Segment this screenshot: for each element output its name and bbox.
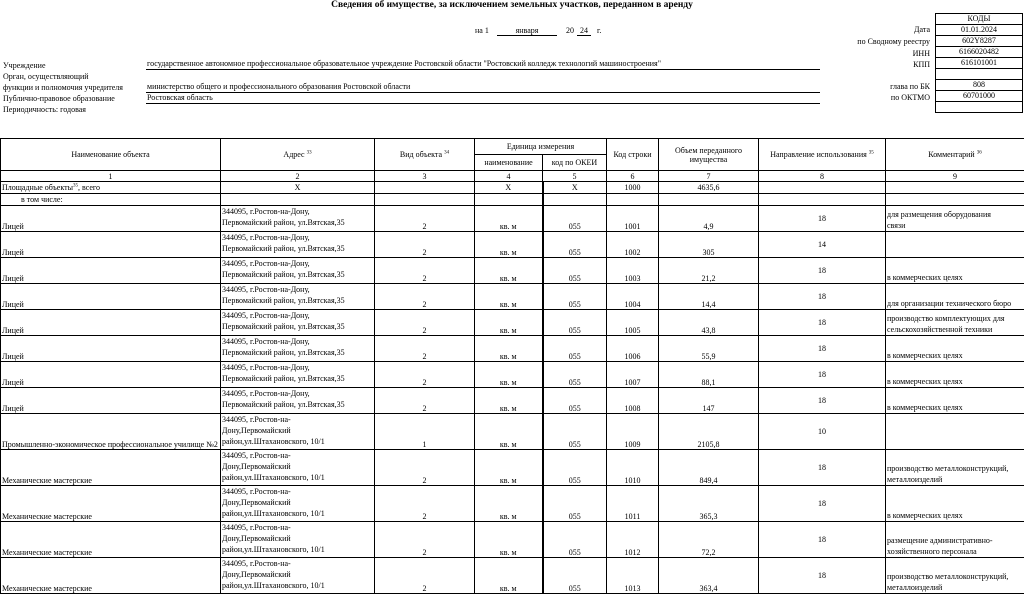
cell-direction: 18 xyxy=(759,486,886,522)
cell-unit: кв. м xyxy=(475,522,543,558)
comment-line: производство комплектующих для xyxy=(887,314,1005,323)
cell-name: Лицей xyxy=(1,232,221,258)
cell-address xyxy=(221,522,375,558)
address-line: 344095, г.Ростов-на- xyxy=(222,415,291,424)
col-num: 9 xyxy=(886,171,1024,182)
col-kind-sup: 34 xyxy=(444,150,450,156)
label-date: Дата xyxy=(914,25,930,34)
cell-comment xyxy=(886,232,1024,258)
cell-address xyxy=(221,336,375,362)
cell-address xyxy=(221,310,375,336)
label-ppo: Публично-правовое образование xyxy=(3,94,115,103)
address-line: 344095, г.Ростов-на- xyxy=(222,523,291,532)
cell-name: Лицей xyxy=(1,258,221,284)
col-direction-label: Направление использования xyxy=(770,150,867,159)
address-line: 344095, г.Ростов-на-Дону, xyxy=(222,311,310,320)
cell-direction: 18 xyxy=(759,284,886,310)
cell-code: 1007 xyxy=(607,362,659,388)
cell-unit: кв. м xyxy=(475,310,543,336)
cell-okei: 055 xyxy=(543,232,607,258)
date-year: 24 xyxy=(577,26,591,36)
total-row xyxy=(1,182,1024,194)
cell-okei: 055 xyxy=(543,388,607,414)
cell-okei: 055 xyxy=(543,206,607,232)
cell-kind: 1 xyxy=(375,414,475,450)
address-line: 344095, г.Ростов-на-Дону, xyxy=(222,389,310,398)
comment-line: размещение административно- xyxy=(887,536,993,545)
cell-volume: 4,9 xyxy=(659,206,759,232)
codes-header: КОДЫ xyxy=(967,14,991,23)
cell-name: Механические мастерские xyxy=(1,450,221,486)
cell-volume: 43,8 xyxy=(659,310,759,336)
address-line: 344095, г.Ростов-на-Дону, xyxy=(222,285,310,294)
total-sup: 35 xyxy=(72,183,78,189)
col-address-sup: 33 xyxy=(306,150,312,156)
cell-direction: 18 xyxy=(759,206,886,232)
col-num: 5 xyxy=(543,171,607,182)
col-num: 4 xyxy=(475,171,543,182)
address-line: Первомайский район, ул.Вятская,35 xyxy=(222,374,345,383)
address-line: Дону,Первомайский xyxy=(222,462,291,471)
cell-code: 1005 xyxy=(607,310,659,336)
cell-code: 1010 xyxy=(607,450,659,486)
cell-direction: 18 xyxy=(759,258,886,284)
col-row-code: Код строки xyxy=(607,139,659,171)
table-row xyxy=(1,450,1024,486)
cell-name: Лицей xyxy=(1,362,221,388)
cell-address xyxy=(221,206,375,232)
label-organ-2: функции и полномочия учредителя xyxy=(3,83,123,92)
cell-comment xyxy=(886,522,1024,558)
table-row xyxy=(1,388,1024,414)
cell-unit: кв. м xyxy=(475,284,543,310)
cell-name: Лицей xyxy=(1,336,221,362)
address-line: район,ул.Штахановского, 10/1 xyxy=(222,581,325,590)
comment-line: для размещения оборудования xyxy=(887,210,991,219)
col-direction xyxy=(759,139,886,171)
cell-kind: 2 xyxy=(375,486,475,522)
cell-kind: 2 xyxy=(375,522,475,558)
cell-unit: кв. м xyxy=(475,450,543,486)
col-unit-code: код по ОКЕИ xyxy=(543,155,607,171)
total-okei: X xyxy=(543,182,607,194)
cell-code: 1009 xyxy=(607,414,659,450)
col-address-label: Адрес xyxy=(283,150,305,159)
rows-body xyxy=(1,206,1024,594)
code-date: 01.01.2024 xyxy=(936,24,1022,35)
cell-code: 1011 xyxy=(607,486,659,522)
address-line: Дону,Первомайский xyxy=(222,570,291,579)
date-suffix: г. xyxy=(597,26,602,35)
cell-comment xyxy=(886,388,1024,414)
cell-address xyxy=(221,388,375,414)
table-row xyxy=(1,414,1024,450)
comment-line: в коммерческих целях xyxy=(887,377,963,386)
cell-comment xyxy=(886,362,1024,388)
cell-volume: 72,2 xyxy=(659,522,759,558)
cell-kind: 2 xyxy=(375,558,475,594)
cell-volume: 363,4 xyxy=(659,558,759,594)
cell-unit: кв. м xyxy=(475,558,543,594)
address-line: Первомайский район, ул.Вятская,35 xyxy=(222,270,345,279)
cell-volume: 88,1 xyxy=(659,362,759,388)
comment-line: металлоизделий xyxy=(887,583,943,592)
cell-code: 1006 xyxy=(607,336,659,362)
col-num: 8 xyxy=(759,171,886,182)
cell-direction: 18 xyxy=(759,310,886,336)
label-oktmo: по ОКТМО xyxy=(890,93,930,102)
col-kind-label: Вид объекта xyxy=(399,150,443,159)
cell-okei: 055 xyxy=(543,310,607,336)
total-name-label: Площадные объекты xyxy=(2,183,73,192)
cell-kind: 2 xyxy=(375,388,475,414)
cell-kind: 2 xyxy=(375,450,475,486)
cell-volume: 55,9 xyxy=(659,336,759,362)
table-row xyxy=(1,310,1024,336)
table-row xyxy=(1,486,1024,522)
total-comment xyxy=(886,182,1024,194)
date-prefix: на 1 xyxy=(475,26,489,35)
table-row xyxy=(1,232,1024,258)
cell-direction: 14 xyxy=(759,232,886,258)
total-address: X xyxy=(221,182,375,194)
cell-kind: 2 xyxy=(375,310,475,336)
cell-okei: 055 xyxy=(543,414,607,450)
cell-okei: 055 xyxy=(543,558,607,594)
cell-comment xyxy=(886,414,1024,450)
comment-line: связи xyxy=(887,221,906,230)
total-code: 1000 xyxy=(607,182,659,194)
cell-comment xyxy=(886,206,1024,232)
table-row xyxy=(1,258,1024,284)
col-kind xyxy=(375,139,475,171)
cell-volume: 21,2 xyxy=(659,258,759,284)
code-oktmo: 60701000 xyxy=(936,90,1022,101)
cell-unit: кв. м xyxy=(475,414,543,450)
total-volume: 4635,6 xyxy=(659,182,759,194)
including-row xyxy=(1,194,1024,206)
address-line: 344095, г.Ростов-на- xyxy=(222,487,291,496)
cell-address xyxy=(221,284,375,310)
address-line: 344095, г.Ростов-на- xyxy=(222,559,291,568)
address-line: 344095, г.Ростов-на- xyxy=(222,451,291,460)
col-num: 7 xyxy=(659,171,759,182)
label-kpp: КПП xyxy=(913,60,930,69)
label-inn: ИНН xyxy=(912,49,930,58)
col-num: 3 xyxy=(375,171,475,182)
cell-kind: 2 xyxy=(375,284,475,310)
comment-line: в коммерческих целях xyxy=(887,511,963,520)
cell-name: Промышленно-экономическое профессиональное училище №2 xyxy=(1,414,221,450)
cell-volume: 2105,8 xyxy=(659,414,759,450)
cell-okei: 055 xyxy=(543,284,607,310)
cell-name: Механические мастерские xyxy=(1,486,221,522)
cell-okei: 055 xyxy=(543,522,607,558)
cell-kind: 2 xyxy=(375,232,475,258)
cell-okei: 055 xyxy=(543,486,607,522)
cell-okei: 055 xyxy=(543,336,607,362)
col-num: 2 xyxy=(221,171,375,182)
table-row xyxy=(1,206,1024,232)
col-num: 6 xyxy=(607,171,659,182)
col-comment xyxy=(886,139,1024,171)
cell-address xyxy=(221,232,375,258)
cell-code: 1013 xyxy=(607,558,659,594)
cell-unit: кв. м xyxy=(475,388,543,414)
comment-line: в коммерческих целях xyxy=(887,351,963,360)
cell-okei: 055 xyxy=(543,258,607,284)
address-line: Дону,Первомайский xyxy=(222,426,291,435)
cell-name: Лицей xyxy=(1,206,221,232)
label-period: Периодичность: годовая xyxy=(3,105,86,114)
cell-code: 1008 xyxy=(607,388,659,414)
label-institution: Учреждение xyxy=(3,61,46,70)
table-row xyxy=(1,522,1024,558)
cell-name: Механические мастерские xyxy=(1,522,221,558)
codes-box xyxy=(935,13,1023,113)
total-unit: X xyxy=(475,182,543,194)
col-unit-name: наименование xyxy=(475,155,543,171)
address-line: район,ул.Штахановского, 10/1 xyxy=(222,437,325,446)
address-line: Первомайский район, ул.Вятская,35 xyxy=(222,400,345,409)
label-registry: по Сводному реестру xyxy=(857,37,930,46)
property-table xyxy=(0,138,1024,594)
cell-code: 1012 xyxy=(607,522,659,558)
address-line: район,ул.Штахановского, 10/1 xyxy=(222,473,325,482)
comment-line: хозяйственного персонала xyxy=(887,547,977,556)
comment-line: сельскохозяйственной техники xyxy=(887,325,993,334)
cell-volume: 305 xyxy=(659,232,759,258)
ppo-value: Ростовская область xyxy=(147,93,213,102)
code-registry: 602Y8287 xyxy=(936,35,1022,46)
code-kpp: 616101001 xyxy=(936,57,1022,68)
col-address xyxy=(221,139,375,171)
cell-unit: кв. м xyxy=(475,232,543,258)
cell-kind: 2 xyxy=(375,258,475,284)
cell-comment xyxy=(886,558,1024,594)
cell-unit: кв. м xyxy=(475,362,543,388)
cell-comment xyxy=(886,486,1024,522)
cell-unit: кв. м xyxy=(475,486,543,522)
col-volume: Объем переданного имущества xyxy=(659,139,759,171)
total-kind xyxy=(375,182,475,194)
cell-comment xyxy=(886,336,1024,362)
table-row xyxy=(1,362,1024,388)
code-bk: 808 xyxy=(936,79,1022,90)
address-line: Дону,Первомайский xyxy=(222,534,291,543)
code-inn: 6166020482 xyxy=(936,46,1022,57)
address-line: 344095, г.Ростов-на-Дону, xyxy=(222,259,310,268)
comment-line: производство металлоконструкций, xyxy=(887,464,1009,473)
cell-comment xyxy=(886,284,1024,310)
cell-direction: 18 xyxy=(759,558,886,594)
cell-name: Лицей xyxy=(1,388,221,414)
cell-comment xyxy=(886,258,1024,284)
cell-direction: 18 xyxy=(759,336,886,362)
total-direction xyxy=(759,182,886,194)
cell-code: 1001 xyxy=(607,206,659,232)
address-line: 344095, г.Ростов-на-Дону, xyxy=(222,363,310,372)
table-row xyxy=(1,558,1024,594)
code-empty-2 xyxy=(936,101,1022,112)
date-year-prefix: 20 xyxy=(566,26,574,35)
cell-okei: 055 xyxy=(543,450,607,486)
cell-unit: кв. м xyxy=(475,206,543,232)
col-num: 1 xyxy=(1,171,221,182)
comment-line: производство металлоконструкций, xyxy=(887,572,1009,581)
date-month: января xyxy=(497,26,557,36)
cell-address xyxy=(221,362,375,388)
comment-line: для организации технического бюро xyxy=(887,299,1012,308)
cell-name: Лицей xyxy=(1,310,221,336)
address-line: район,ул.Штахановского, 10/1 xyxy=(222,509,325,518)
cell-volume: 147 xyxy=(659,388,759,414)
organ-value: министерство общего и профессионального образования Ростовской области xyxy=(147,82,411,91)
address-line: Первомайский район, ул.Вятская,35 xyxy=(222,218,345,227)
cell-address xyxy=(221,414,375,450)
total-suffix: , всего xyxy=(77,183,100,192)
col-direction-sup: 35 xyxy=(868,150,874,156)
cell-comment xyxy=(886,450,1024,486)
cell-address xyxy=(221,258,375,284)
address-line: 344095, г.Ростов-на-Дону, xyxy=(222,207,310,216)
cell-address xyxy=(221,450,375,486)
cell-comment xyxy=(886,310,1024,336)
cell-address xyxy=(221,558,375,594)
cell-volume: 849,4 xyxy=(659,450,759,486)
including-label: в том числе: xyxy=(1,194,221,206)
cell-unit: кв. м xyxy=(475,336,543,362)
cell-volume: 14,4 xyxy=(659,284,759,310)
cell-direction: 18 xyxy=(759,388,886,414)
comment-line: в коммерческих целях xyxy=(887,273,963,282)
cell-okei: 055 xyxy=(543,362,607,388)
col-unit: Единица измерения xyxy=(475,139,607,155)
comment-line: в коммерческих целях xyxy=(887,403,963,412)
cell-code: 1002 xyxy=(607,232,659,258)
cell-kind: 2 xyxy=(375,206,475,232)
col-comment-label: Комментарий xyxy=(928,150,975,159)
label-bk: глава по БК xyxy=(890,82,930,91)
col-name: Наименование объекта xyxy=(1,139,221,171)
cell-address xyxy=(221,486,375,522)
address-line: район,ул.Штахановского, 10/1 xyxy=(222,545,325,554)
label-organ-1: Орган, осуществляющий xyxy=(3,72,89,81)
total-name xyxy=(1,182,221,194)
table-row xyxy=(1,284,1024,310)
cell-kind: 2 xyxy=(375,362,475,388)
code-empty xyxy=(936,68,1022,79)
table-row xyxy=(1,336,1024,362)
report-title: Сведения об имуществе, за исключением земельных участков, переданном в аренду xyxy=(331,0,693,10)
address-line: Первомайский район, ул.Вятская,35 xyxy=(222,296,345,305)
column-numbers xyxy=(1,171,1024,182)
cell-direction: 10 xyxy=(759,414,886,450)
comment-line: металлоизделий xyxy=(887,475,943,484)
address-line: 344095, г.Ростов-на-Дону, xyxy=(222,233,310,242)
cell-code: 1003 xyxy=(607,258,659,284)
cell-code: 1004 xyxy=(607,284,659,310)
col-comment-sup: 36 xyxy=(976,150,982,156)
address-line: Первомайский район, ул.Вятская,35 xyxy=(222,348,345,357)
address-line: Первомайский район, ул.Вятская,35 xyxy=(222,322,345,331)
cell-direction: 18 xyxy=(759,362,886,388)
institution-value: государственное автономное профессиональное образовательное учреждение Ростовской области "Ростовский колледж технологий машиностроения" xyxy=(147,59,661,68)
cell-direction: 18 xyxy=(759,450,886,486)
address-line: Первомайский район, ул.Вятская,35 xyxy=(222,244,345,253)
cell-kind: 2 xyxy=(375,336,475,362)
cell-volume: 365,3 xyxy=(659,486,759,522)
cell-name: Механические мастерские xyxy=(1,558,221,594)
address-line: 344095, г.Ростов-на-Дону, xyxy=(222,337,310,346)
cell-direction: 18 xyxy=(759,522,886,558)
cell-unit: кв. м xyxy=(475,258,543,284)
cell-name: Лицей xyxy=(1,284,221,310)
address-line: Дону,Первомайский xyxy=(222,498,291,507)
